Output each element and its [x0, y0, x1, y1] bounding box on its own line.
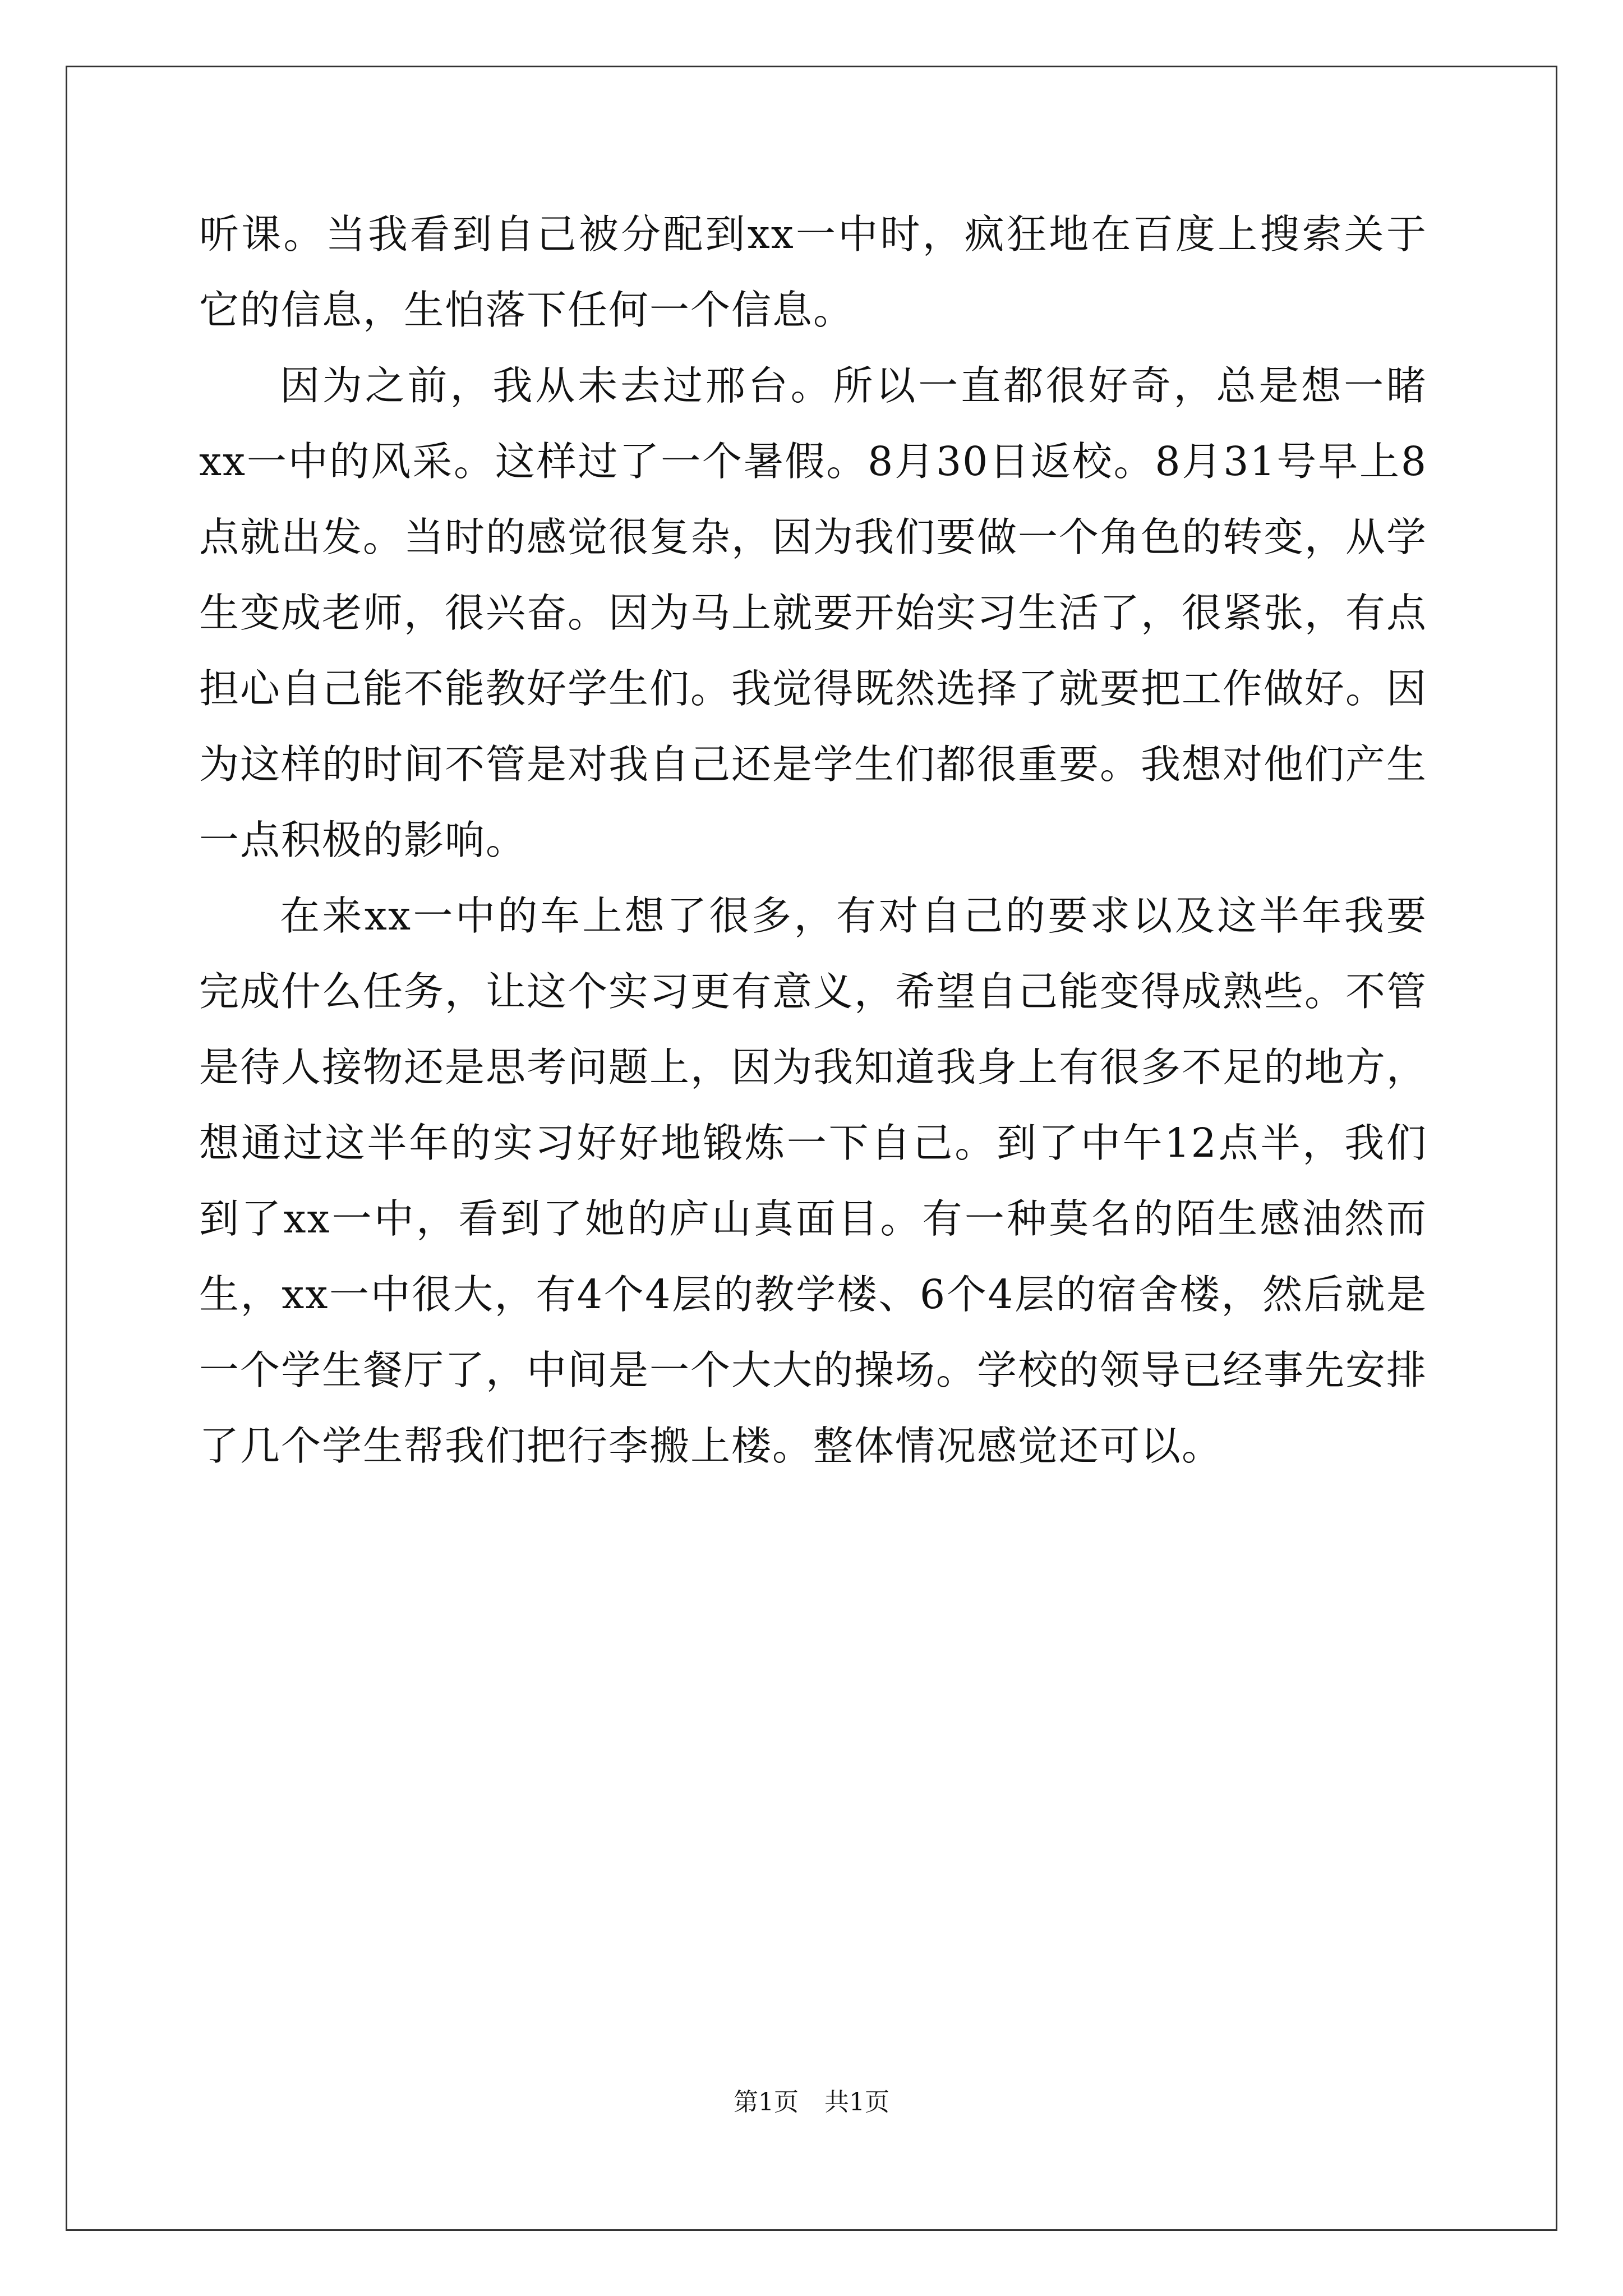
page-number: 第1页 [734, 2088, 799, 2116]
page-footer [0, 2086, 1623, 2119]
paragraph-3: 在来xx一中的车上想了很多，有对自己的要求以及这半年我要完成什么任务，让这个实习更有意义，希望自己能变得成熟些。不管是待人接物还是思考问题上，因为我知道我身上有很多不足的地方，想通过这半年的实习好好地锻炼一下自己。到了中午12点半，我们到了xx一中，看到了她的庐山真面目。有一种莫名的陌生感油然而生，xx一中很大，有4个4层的教学楼、6个4层的宿舍楼，然后就是一个学生餐厅了，中间是一个大大的操场。学校的领导已经事先安排了几个学生帮我们把行李搬上楼。整体情况感觉还可以。 [199, 892, 1428, 1469]
paragraph-1: 听课。当我看到自己被分配到xx一中时，疯狂地在百度上搜索关于它的信息，生怕落下任何一个信息。 [199, 211, 1427, 333]
document-body [199, 196, 1427, 1484]
page-total: 共1页 [824, 2088, 889, 2116]
paragraph-2: 因为之前，我从未去过邢台。所以一直都很好奇，总是想一睹xx一中的风采。这样过了一个暑假。8月30日返校。8月31号早上8点就出发。当时的感觉很复杂，因为我们要做一个角色的转变，从学生变成老师，很兴奋。因为马上就要开始实习生活了，很紧张，有点担心自己能不能教好学生们。我觉得既然选择了就要把工作做好。因为这样的时间不管是对我自己还是学生们都很重要。我想对他们产生一点积极的影响。 [199, 362, 1428, 863]
